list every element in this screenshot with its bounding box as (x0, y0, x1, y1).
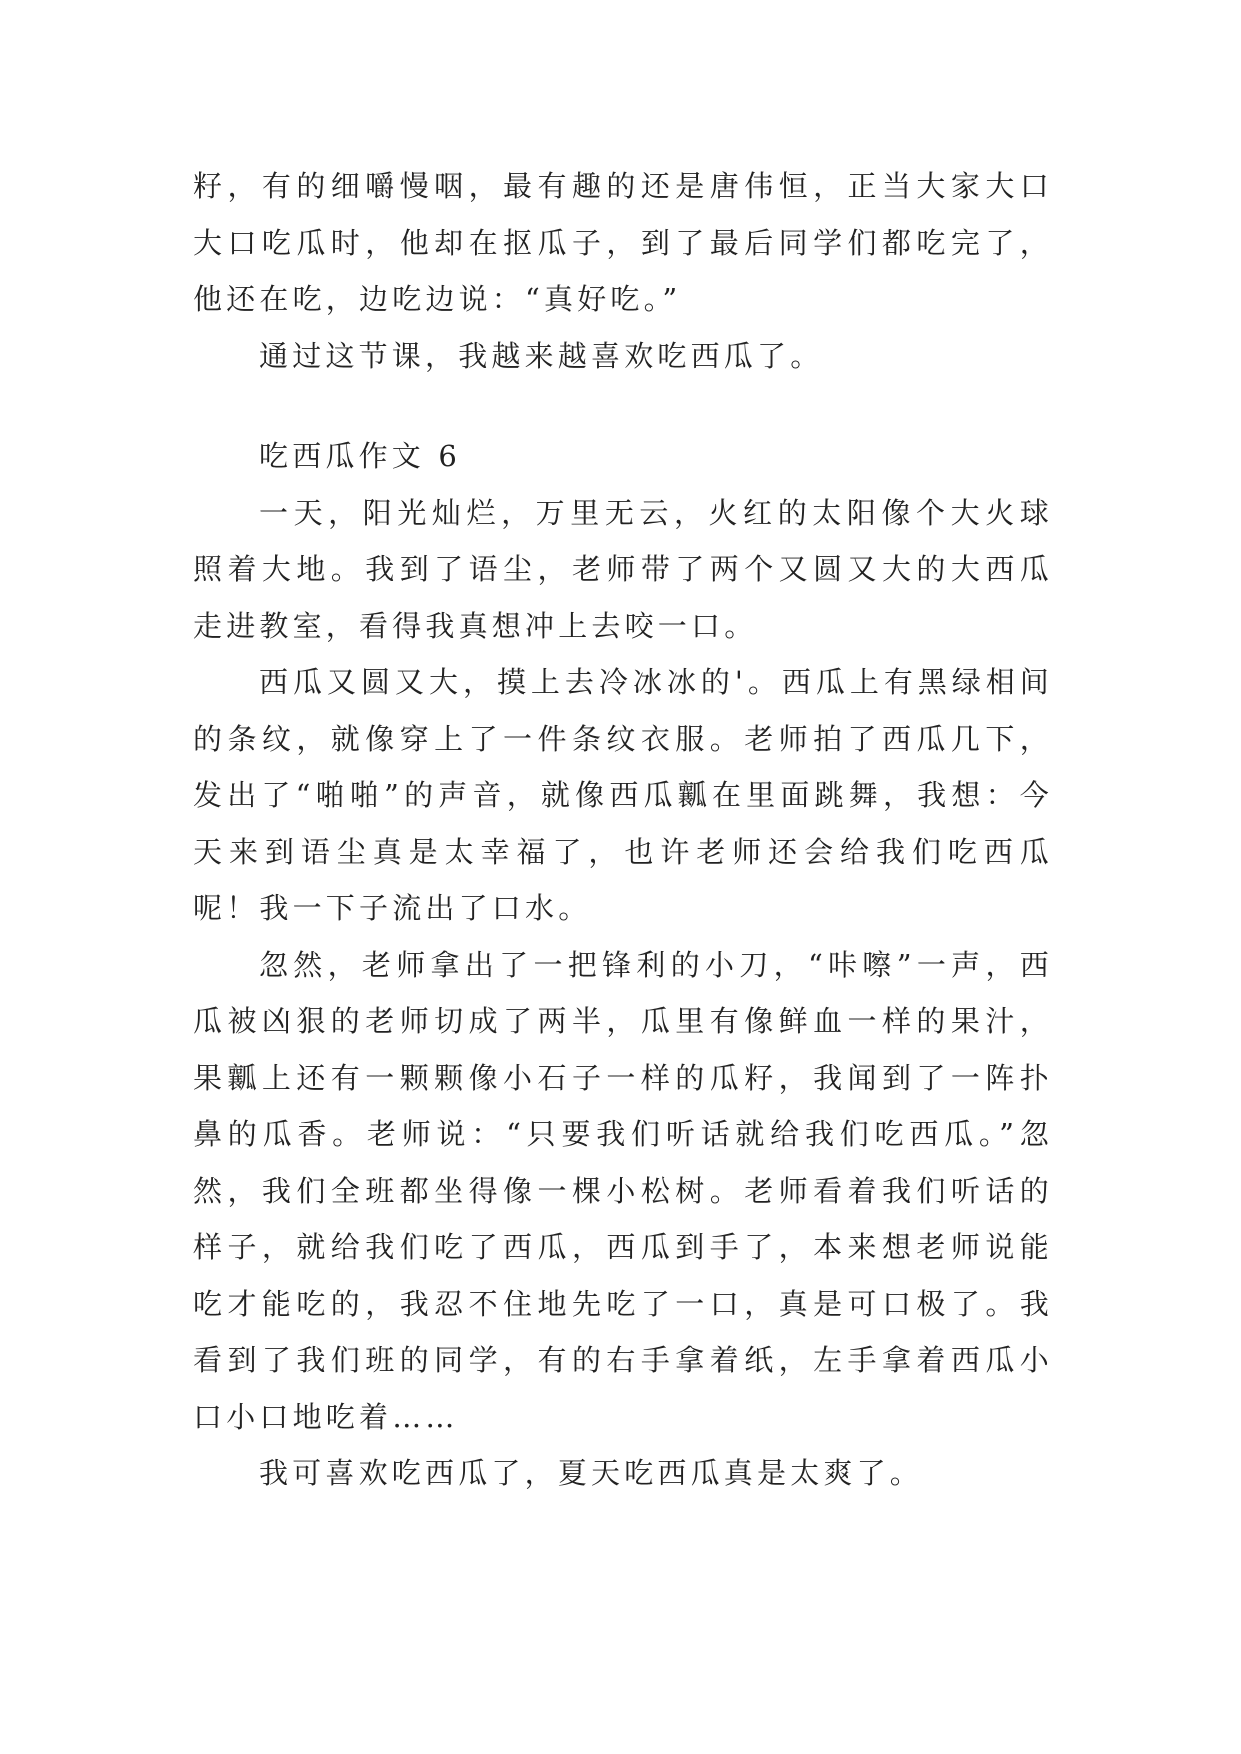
continuation-paragraph-1: 籽，有的细嚼慢咽，最有趣的还是唐伟恒，正当大家大口大口吃瓜时，他却在抠瓜子，到了最后同学们都吃完了，他还在吃，边吃边说：“真好吃。” (193, 169, 1053, 316)
continuation-paragraph-2: 通过这节课，我越来越喜欢吃西瓜了。 (259, 338, 824, 373)
section-paragraph-2: 西瓜又圆又大，摸上去冷冰冰的'。西瓜上有黑绿相间的条纹，就像穿上了一件条纹衣服。老师拍了西瓜几下，发出了“啪啪”的声音，就像西瓜瓤在里面跳舞，我想：今天来到语尘真是太幸福了，也许老师还会给我们吃西瓜呢！我一下子流出了口水。 (193, 665, 1053, 925)
section-spacer (193, 384, 1053, 428)
section-title: 吃西瓜作文 6 (259, 439, 462, 473)
section-paragraph-1: 一天，阳光灿烂，万里无云，火红的太阳像个大火球照着大地。我到了语尘，老师带了两个又圆又大的大西瓜走进教室，看得我真想冲上去咬一口。 (193, 495, 1053, 643)
section-paragraph-3: 忽然，老师拿出了一把锋利的小刀，“咔嚓”一声，西瓜被凶狠的老师切成了两半，瓜里有像鲜血一样的果汁，果瓤上还有一颗颗像小石子一样的瓜籽，我闻到了一阵扑鼻的瓜香。老师说：“只要我们听话就给我们吃西瓜。”忽然，我们全班都坐得像一棵小松树。老师看着我们听话的样子，就给我们吃了西瓜，西瓜到手了，本来想老师说能吃才能吃的，我忍不住地先吃了一口，真是可口极了。我看到了我们班的同学，有的右手拿着纸，左手拿着西瓜小口小口地吃着…… (193, 947, 1053, 1434)
document-body (193, 158, 1053, 1502)
section-paragraph-4: 我可喜欢吃西瓜了，夏天吃西瓜真是太爽了。 (259, 1456, 924, 1490)
